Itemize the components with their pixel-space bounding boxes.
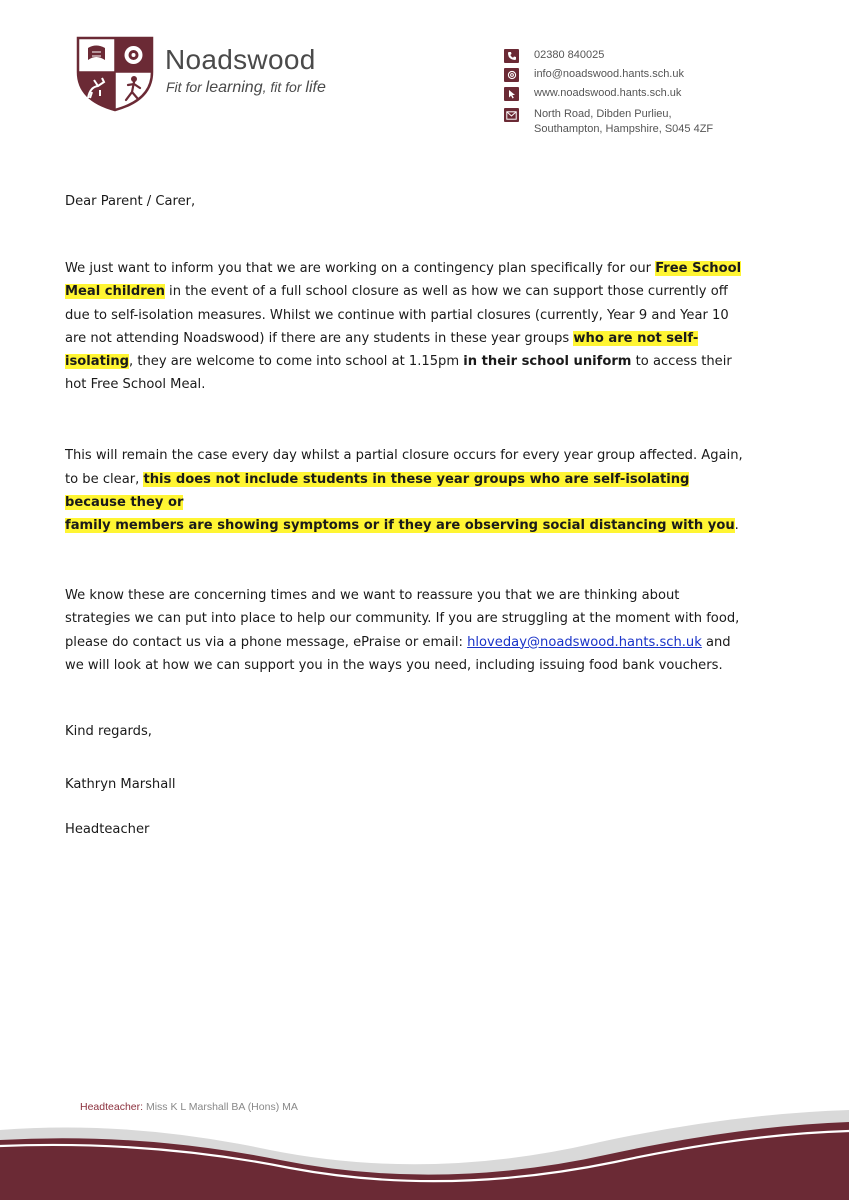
- p1-text-1: We just want to inform you that we are working on a contingency plan specifically for our: [65, 261, 656, 277]
- p3-text-1: We know these are concerning times and we want to reassure you that we are thinking about strategies we can put into place to help our community. If you are struggling at the moment with food, please do contact us via a phone message, ePraise or email:: [65, 588, 740, 650]
- p1-highlight-1b: Meal children: [65, 284, 165, 300]
- p1-text-2: in the event of a full school closure as well as how we can support those currently off due to self-isolation measures. Whilst we continue with partial closures (currently, Year 9 and Year 10 are not attending Noadswood) if there are any students in these year groups: [65, 284, 729, 346]
- tagline-word-life: life: [305, 79, 326, 96]
- school-tagline: [166, 79, 326, 97]
- email-link[interactable]: hloveday@noadswood.hants.sch.uk: [467, 634, 702, 650]
- p1-highlight-1a: Free School: [655, 261, 742, 277]
- letter-body: [65, 190, 745, 842]
- paragraph-1: [65, 257, 745, 396]
- postal-address: [534, 107, 713, 137]
- footer-swoosh: [0, 1100, 849, 1200]
- p2-highlight-1a: this does not include students in these year groups who are self-isolating because they or: [65, 471, 690, 510]
- tagline-prefix: Fit for: [166, 79, 206, 95]
- envelope-icon: [504, 108, 519, 122]
- contact-email: [504, 68, 684, 82]
- address-line-2: Southampton, Hampshire, S045 4ZF: [534, 123, 714, 135]
- p3-text-2: and we will look at how we can support you in the ways you need, including issuing food bank vouchers.: [65, 634, 731, 673]
- phone-icon: [504, 49, 519, 63]
- p2-highlight-1b: family members are showing symptoms or if they are observing social distancing with you: [65, 518, 735, 534]
- footer-headteacher-name: Miss K L Marshall BA (Hons) MA: [143, 1101, 298, 1113]
- tagline-word-learning: learning: [205, 79, 263, 96]
- school-crest-logo: [74, 32, 156, 112]
- tagline-middle: , fit for: [262, 79, 306, 95]
- p2-text-1: This will remain the case every day whilst a partial closure occurs for every year group affected. Again, to be clear,: [65, 448, 743, 487]
- cursor-pointer-icon: [504, 87, 519, 101]
- p1-highlight-2: who are not self-isolating: [65, 330, 699, 370]
- school-name: Noadswood: [165, 44, 316, 75]
- contact-website: [504, 87, 681, 101]
- closing: Kind regards,: [65, 724, 152, 740]
- signer-name: Kathryn Marshall: [65, 777, 176, 793]
- p2-text-2: .: [734, 518, 739, 534]
- email-at-icon: [504, 68, 519, 82]
- p1-text-4: to access their hot Free School Meal.: [65, 354, 732, 393]
- footer-role-label: Headteacher:: [80, 1101, 144, 1113]
- paragraph-3: [65, 584, 745, 677]
- p1-bold-1: in their school uniform: [463, 354, 632, 370]
- salutation: Dear Parent / Carer,: [65, 194, 196, 209]
- signer-title: Headteacher: [65, 822, 150, 838]
- address-line-1: North Road, Dibden Purlieu,: [534, 108, 672, 120]
- phone-number: 02380 840025: [534, 49, 605, 61]
- p1-text-3: , they are welcome to come into school at 1.15pm: [129, 354, 464, 370]
- website-url: www.noadswood.hants.sch.uk: [534, 87, 682, 99]
- email-address: info@noadswood.hants.sch.uk: [534, 68, 684, 80]
- contact-phone: [504, 49, 604, 63]
- contact-address: [504, 108, 713, 137]
- paragraph-2: [65, 444, 745, 537]
